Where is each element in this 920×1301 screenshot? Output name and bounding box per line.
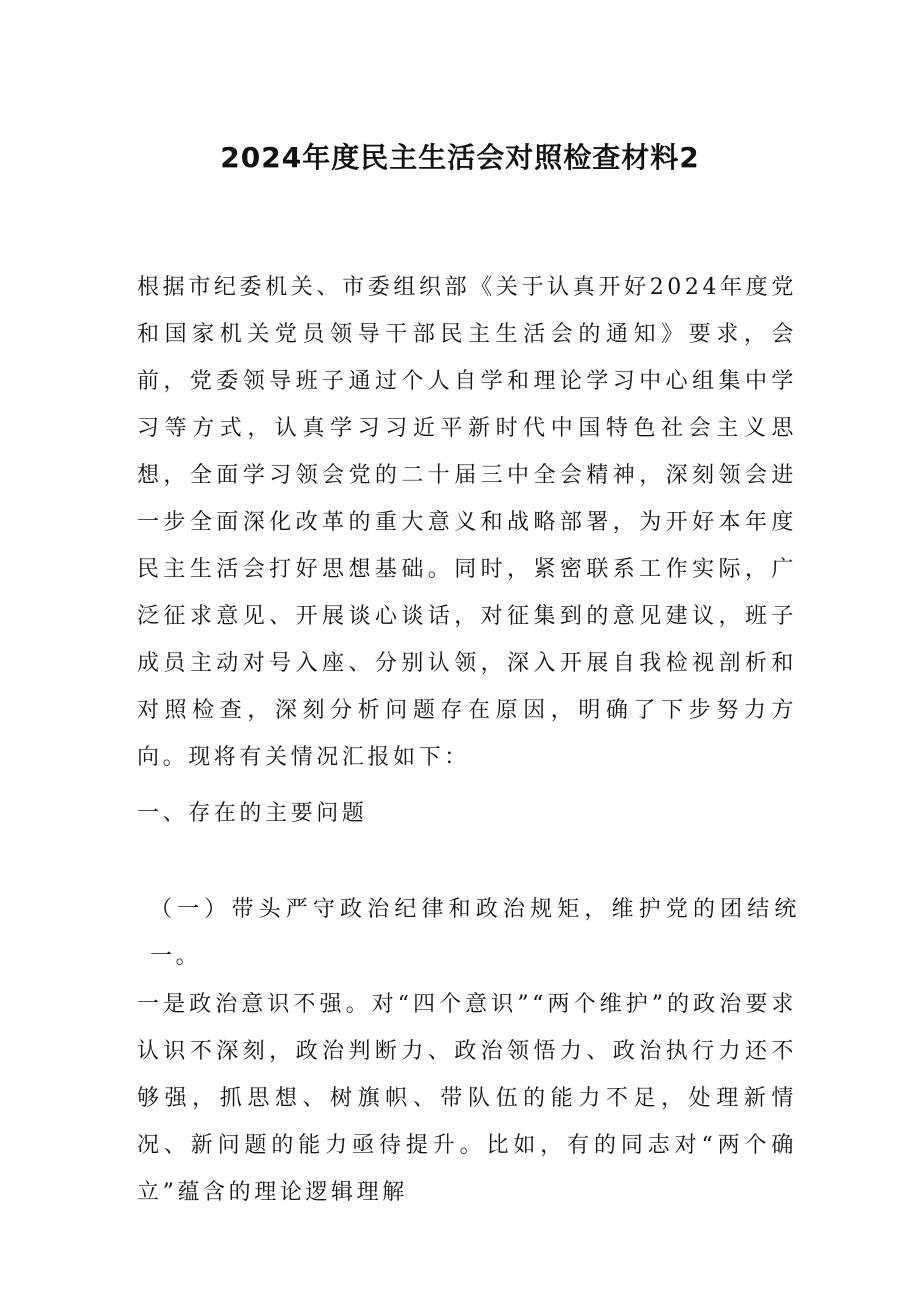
problem-paragraph: 一是政治意识不强。对“四个意识”“两个维护”的政治要求认识不深刻，政治判断力、政治领悟力、政治执行力还不够强，抓思想、树旗帜、带队伍的能力不足，处理新情况、新问题的能力亟待提升。比如，有的同志对“两个确立”蕴含的理论逻辑理解 [137, 992, 797, 1205]
subsection-heading: （一）带头严守政治纪律和政治规矩，维护党的团结统一。 [150, 897, 800, 969]
section-heading: 一、存在的主要问题 [137, 801, 368, 826]
document-title: 2024年度民主生活会对照检查材料2 [220, 141, 700, 174]
intro-paragraph: 根据市纪委机关、市委组织部《关于认真开好2024年度党和国家机关党员领导干部民主生活会的通知》要求，会前，党委领导班子通过个人自学和理论学习中心组集中学习等方式，认真学习习近平新时代中国特色社会主义思想，全面学习领会党的二十届三中全会精神，深刻领会进一步全面深化改革的重大意义和战略部署，为开好本年度民主生活会打好思想基础。同时，紧密联系工作实际，广泛征求意见、开展谈心谈话，对征集到的意见建议，班子成员主动对号入座、分别认领，深入开展自我检视剖析和对照检查，深刻分析问题存在原因，明确了下步努力方向。现将有关情况汇报如下： [137, 275, 797, 770]
